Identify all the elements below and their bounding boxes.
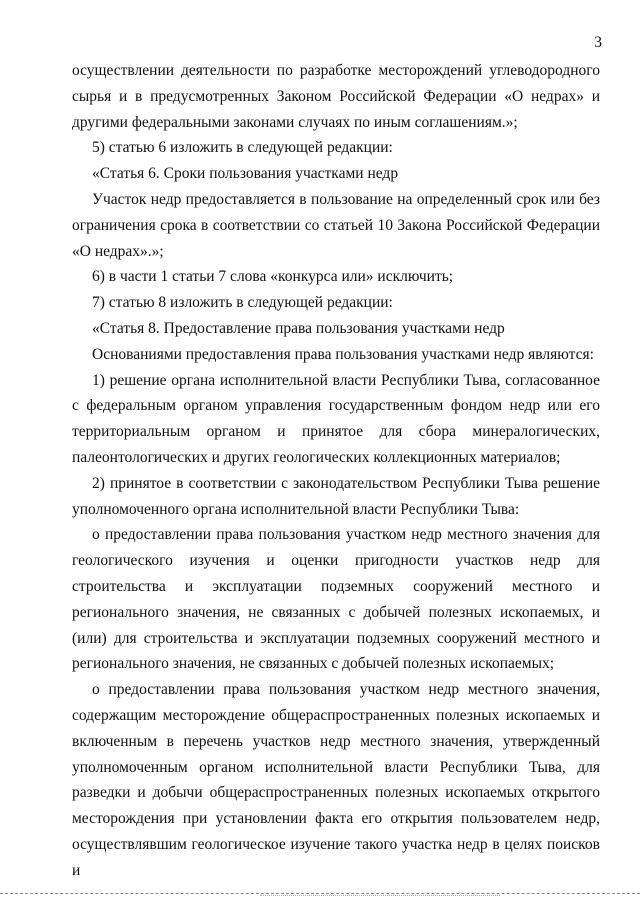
document-body [72, 58, 600, 884]
article-8-basis-2-a: о предоставлении права пользования участком недр местного значения для геологического изучения и оценки пригодности участков недр для строительства и эксплуатации подземных сооружений местного и регионального значения, не связанных с добычей полезных ископаемых, и (или) для строительства и эксплуатации подземных сооружений местного и регионального значения, не связанных с добычей полезных ископаемых; [72, 526, 600, 673]
paragraph-item-5: 5) статью 6 изложить в следующей редакции: [92, 139, 393, 157]
article-8-intro: Основаниями предоставления права пользования участками недр являются: [92, 345, 594, 363]
article-8-basis-2-b: о предоставлении права пользования участком недр местного значения, содержащим месторождение общераспространенных полезных ископаемых и включенным в перечень участков недр местного значения, утвержденный уполномоченным органом исполнительной власти Республики Тыва, для разведки и добычи общераспространенных полезных ископаемых открытого месторождения при установлении факта его открытия пользователем недр, осуществлявшим геологическое изучение такого участка недр в целях поисков и [72, 681, 600, 879]
paragraph-item-6: 6) в части 1 статьи 7 слова «конкурса или» исключить; [92, 268, 454, 286]
article-8-heading: «Статья 8. Предоставление права пользования участками недр [92, 319, 505, 337]
scan-edge-line-secondary [260, 895, 500, 896]
article-6-heading: «Статья 6. Сроки пользования участками недр [92, 165, 399, 183]
paragraph-item-7: 7) статью 8 изложить в следующей редакции: [92, 294, 393, 312]
scan-edge-line [0, 893, 640, 894]
page-number: 3 [594, 34, 602, 51]
article-6-text: Участок недр предоставляется в пользование на определенный срок или без ограничения срока в соответствии со статьей 10 Закона Российской Федерации «О недрах».»; [72, 190, 600, 260]
article-8-basis-1: 1) решение органа исполнительной власти Республики Тыва, согласованное с федеральным органом управления государственным фондом недр или его территориальным органом и принятое для сбора минералогических, палеонтологических и других геологических коллекционных материалов; [72, 371, 600, 466]
article-8-basis-2: 2) принятое в соответствии с законодательством Республики Тыва решение уполномоченного органа исполнительной власти Республики Тыва: [72, 474, 600, 518]
paragraph-continuation: осуществлении деятельности по разработке месторождений углеводородного сырья и в предусмотренных Законом Российской Федерации «О недрах» и другими федеральными законами случаях по иным соглашениям.»; [72, 62, 600, 131]
